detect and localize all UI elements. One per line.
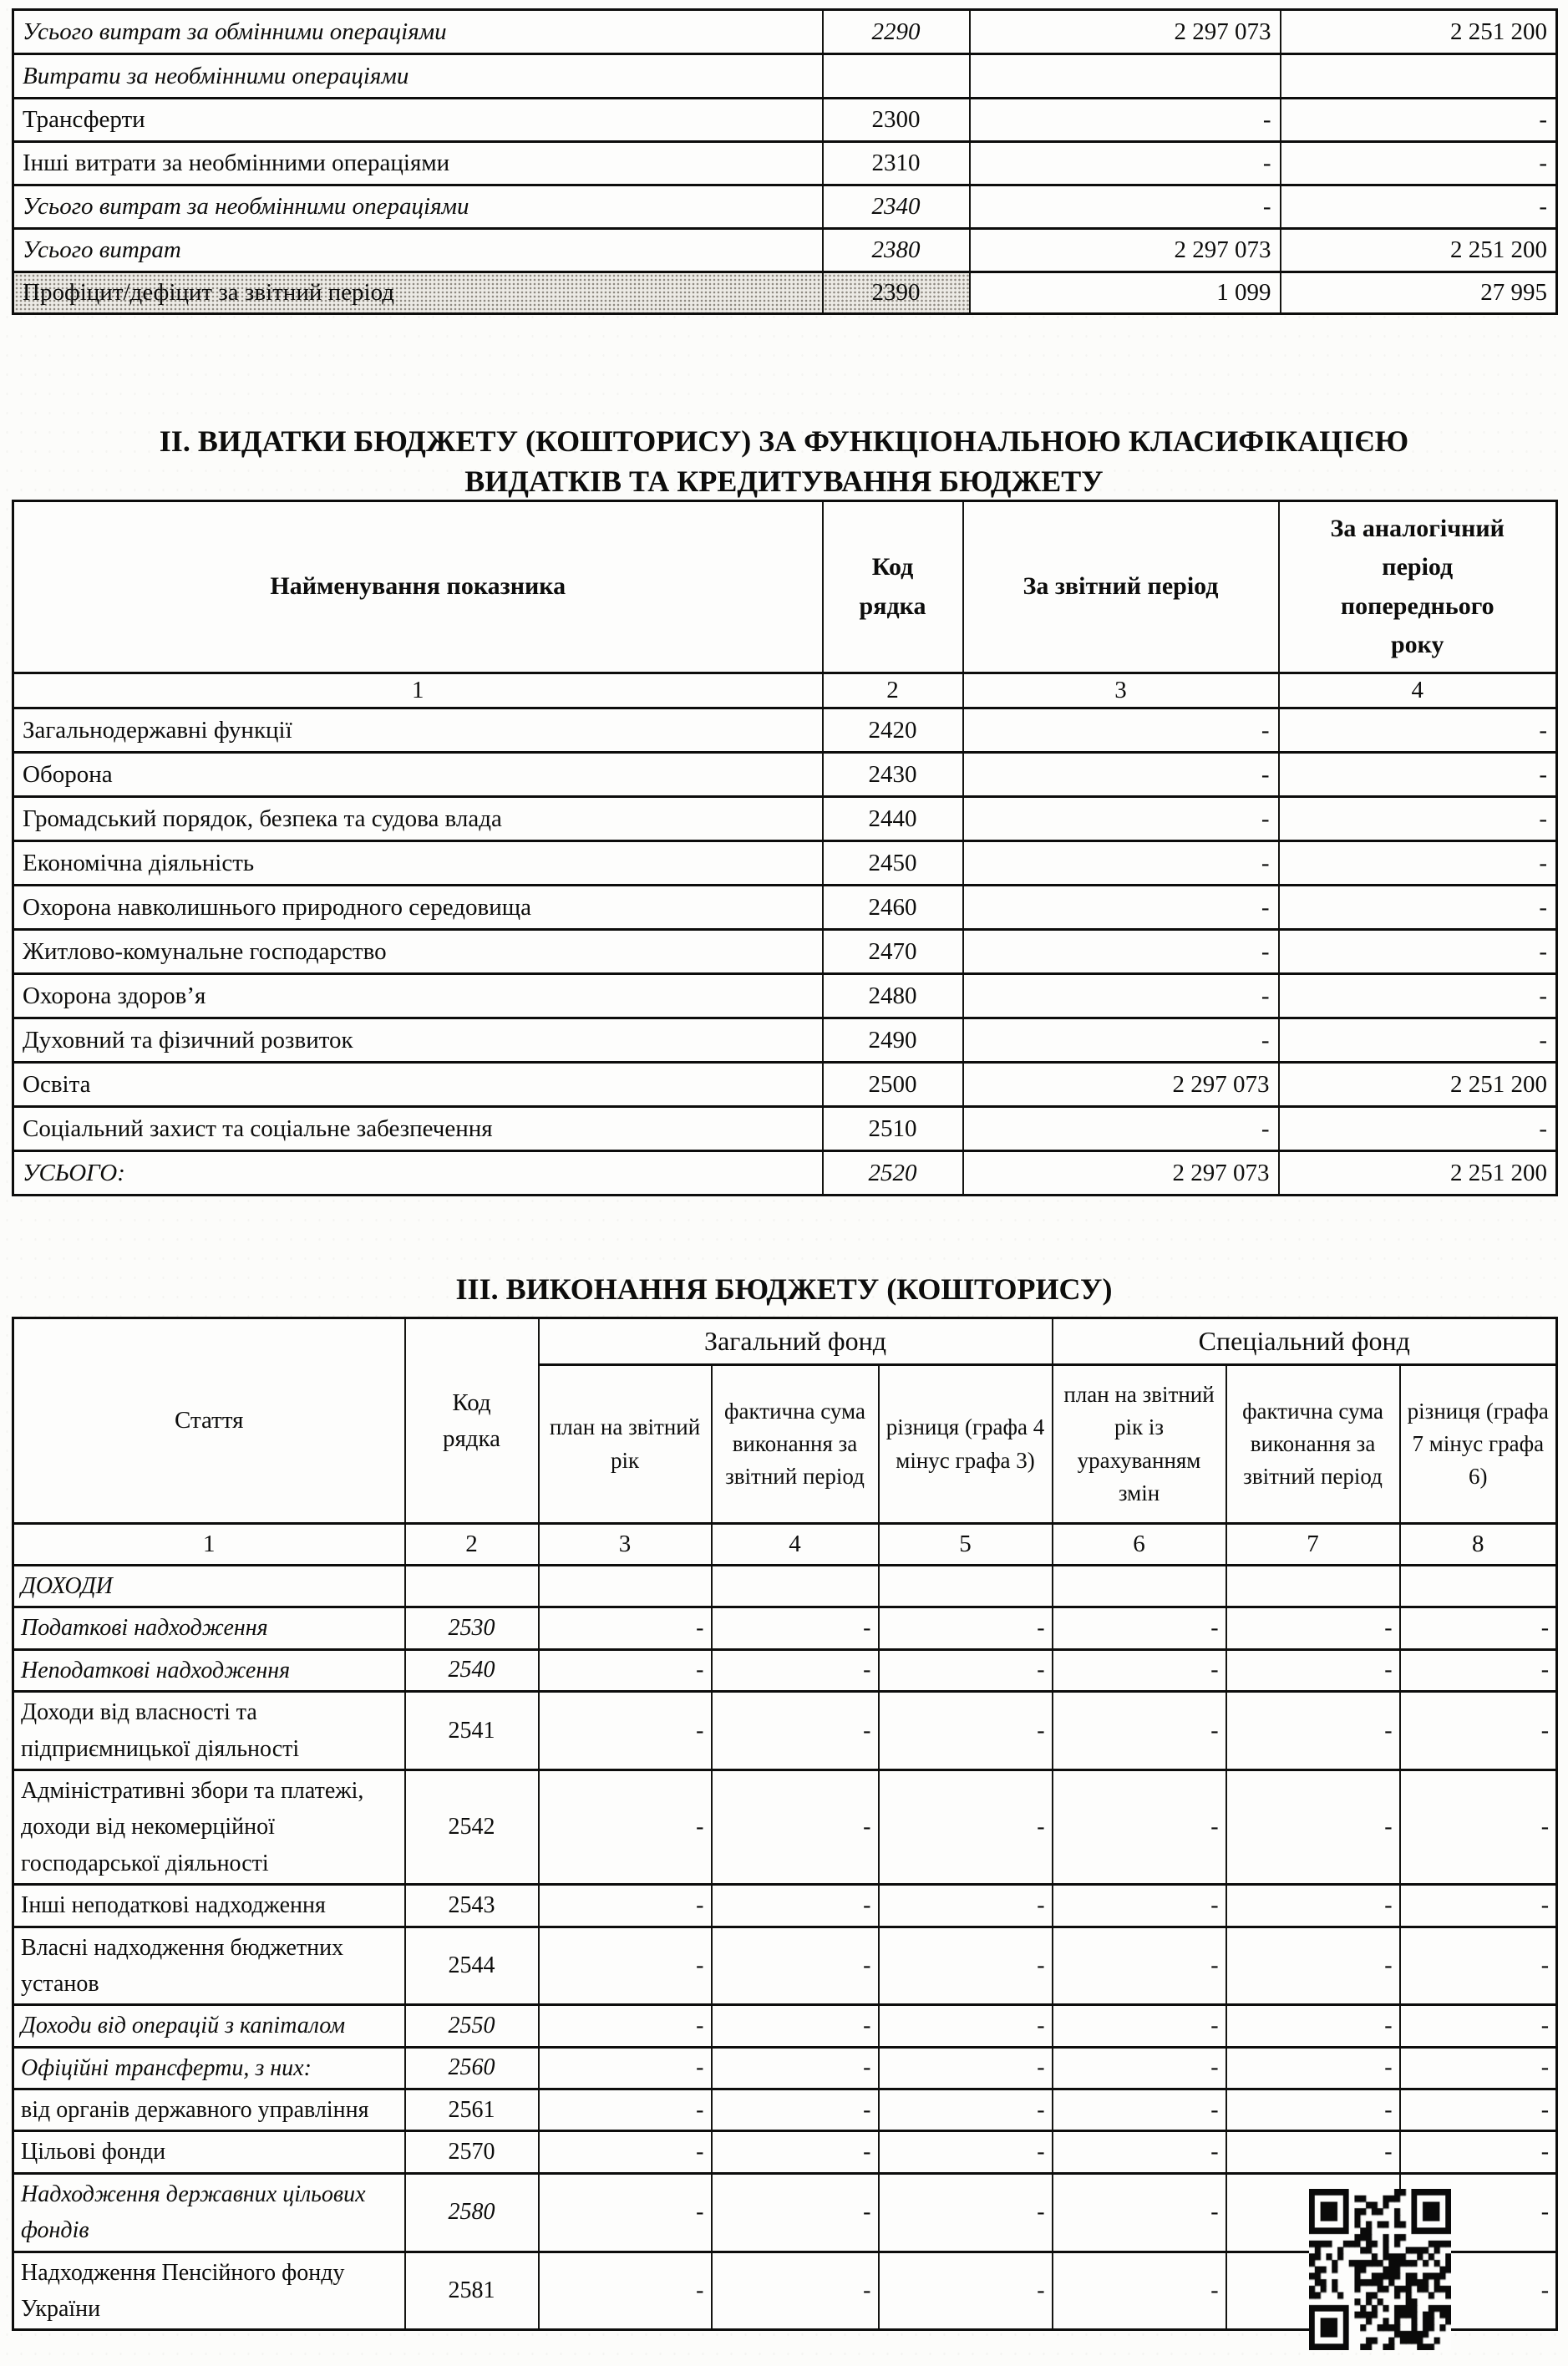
cell-c4: - [1279,1018,1557,1063]
cell-value: - [1226,2047,1400,2089]
table-row [13,797,1557,841]
cell-c4: - [1281,185,1557,229]
cell-c4: 2 251 200 [1281,229,1557,272]
table-row [13,2131,1557,2173]
cell-value: - [712,1927,879,2005]
cell-value: - [1400,1927,1557,2005]
cell-value: - [1400,2173,1557,2252]
cell-code: 2561 [405,2089,539,2131]
cell-value: - [1053,1607,1226,1649]
cell-label: Податкові надходження [13,1607,405,1649]
cell-c3: - [963,974,1279,1018]
header-plan-year-adjusted: план на звітний рік із урахуванням змін [1053,1365,1226,1524]
cell-value: - [539,2089,712,2131]
section2-title-line2: ВИДАТКІВ ТА КРЕДИТУВАННЯ БЮДЖЕТУ [464,464,1104,498]
cell-value: - [1400,1649,1557,1691]
table-header-row [13,501,1557,673]
column-index-row [13,1524,1557,1566]
header-row-code: Код рядка [823,501,963,673]
cell-label: Усього витрат за необмінними операціями [13,185,823,229]
table-row [13,1107,1557,1151]
cell-value: - [1400,1607,1557,1649]
cell-value: - [1053,1769,1226,1884]
cell-code: 2450 [823,841,963,886]
cell-c4: - [1279,708,1557,753]
table-row [13,974,1557,1018]
cell-code: 2290 [823,10,970,54]
cell-c4: - [1279,974,1557,1018]
column-index-cell: 8 [1400,1524,1557,1566]
cell-value: - [712,1885,879,1927]
cell-c3: - [963,1018,1279,1063]
cell-value: - [712,1607,879,1649]
section3-title [0,1270,1568,1310]
table-row [13,142,1557,185]
cell-c4: 2 251 200 [1279,1063,1557,1107]
cell-value: - [1053,2047,1226,2089]
cell-label: Оборона [13,753,823,797]
table-row [13,1927,1557,2005]
table-row [13,2089,1557,2131]
cell-c3: - [963,841,1279,886]
cell-value: - [712,2252,879,2330]
cell-c3: - [963,708,1279,753]
cell-code: 2580 [405,2173,539,2252]
cell-c3: - [963,886,1279,930]
cell-value: - [1053,2089,1226,2131]
header-actual-sum-special: фактична сума виконання за звітний період [1226,1365,1400,1524]
cell-code: 2510 [823,1107,963,1151]
table-row [13,2005,1557,2047]
cell-code: 2581 [405,2252,539,2330]
header-row-code: Код рядка [405,1318,539,1524]
table-row [13,841,1557,886]
cell-value: - [1226,2089,1400,2131]
header-plan-year: план на звітний рік [539,1365,712,1524]
cell-c3 [970,54,1281,99]
cell-code: 2544 [405,1927,539,2005]
cell-value: - [712,2005,879,2047]
column-index-cell: 1 [13,1524,405,1566]
cell-value: - [712,2089,879,2131]
column-index-cell: 2 [405,1524,539,1566]
cell-c4: 2 251 200 [1279,1151,1557,1196]
table-row [13,1566,1557,1607]
cell-value: - [1400,1692,1557,1770]
cell-code: 2380 [823,229,970,272]
cell-c4: - [1279,1107,1557,1151]
cell-label: Освіта [13,1063,823,1107]
column-index-cell: 4 [712,1524,879,1566]
cell-value [712,1566,879,1607]
cell-value [879,1566,1053,1607]
cell-code: 2542 [405,1769,539,1884]
cell-label: Громадський порядок, безпека та судова влада [13,797,823,841]
cell-value [1226,1566,1400,1607]
header-actual-sum: фактична сума виконання за звітний період [712,1365,879,1524]
cell-label: Надходження державних цільових фондів [13,2173,405,2252]
cell-code: 2310 [823,142,970,185]
cell-label: Адміністративні збори та платежі, доходи від некомерційної господарської діяльності [13,1769,405,1884]
cell-value: - [712,2131,879,2173]
column-index-cell: 3 [963,673,1279,708]
table-row [13,10,1557,54]
cell-code: 2340 [823,185,970,229]
cell-code: 2470 [823,930,963,974]
table-row [13,708,1557,753]
cell-value: - [539,1649,712,1691]
cell-c3: - [963,930,1279,974]
cell-value: - [1053,2005,1226,2047]
header-difference-7-6: різниця (графа 7 мінус графа 6) [1400,1365,1557,1524]
cell-c3: 2 297 073 [963,1151,1279,1196]
table-row [13,1769,1557,1884]
cell-c4: 2 251 200 [1281,10,1557,54]
cell-value: - [1053,1649,1226,1691]
cell-label: Цільові фонди [13,2131,405,2173]
cell-label: Економічна діяльність [13,841,823,886]
cell-c4: - [1281,142,1557,185]
table-row [13,54,1557,99]
cell-value: - [712,1649,879,1691]
cell-label: Усього витрат за обмінними операціями [13,10,823,54]
cell-label: ДОХОДИ [13,1566,405,1607]
cell-value: - [1226,1927,1400,2005]
cell-code: 2490 [823,1018,963,1063]
column-index-row [13,673,1557,708]
cell-value: - [879,1607,1053,1649]
cell-label: Неподаткові надходження [13,1649,405,1691]
cell-c3: - [963,753,1279,797]
table-row [13,1018,1557,1063]
cell-code: 2420 [823,708,963,753]
column-index-cell: 3 [539,1524,712,1566]
header-general-fund: Загальний фонд [539,1318,1053,1365]
cell-value: - [1400,1885,1557,1927]
cell-value: - [1226,1885,1400,1927]
cell-value: - [539,1692,712,1770]
cell-value: - [879,2047,1053,2089]
cell-value: - [879,1692,1053,1770]
cell-value: - [1400,2089,1557,2131]
cell-c3: 1 099 [970,272,1281,314]
table-row [13,1649,1557,1691]
cell-label: Інші витрати за необмінними операціями [13,142,823,185]
cell-value: - [539,1885,712,1927]
table-row [13,185,1557,229]
cell-value: - [1400,2047,1557,2089]
cell-value: - [1053,1927,1226,2005]
cell-label: Усього витрат [13,229,823,272]
cell-value [1053,1566,1226,1607]
cell-code: 2460 [823,886,963,930]
cell-c4: - [1279,886,1557,930]
cell-label: Духовний та фізичний розвиток [13,1018,823,1063]
table-row [13,1151,1557,1196]
table-row [13,2047,1557,2089]
cell-label: Загальнодержавні функції [13,708,823,753]
header-difference-4-3: різниця (графа 4 мінус графа 3) [879,1365,1053,1524]
cell-value: - [879,1927,1053,2005]
table-row [13,886,1557,930]
table-row [13,229,1557,272]
functional-classification-table [12,500,1558,1196]
section3-title-text: ІІІ. ВИКОНАННЯ БЮДЖЕТУ (КОШТОРИСУ) [455,1272,1113,1306]
cell-code: 2540 [405,1649,539,1691]
cell-label: Житлово-комунальне господарство [13,930,823,974]
cell-value: - [1053,1885,1226,1927]
cell-code: 2480 [823,974,963,1018]
cell-code: 2543 [405,1885,539,1927]
table-row [13,272,1557,314]
cell-value: - [1226,1692,1400,1770]
cell-value: - [1400,1769,1557,1884]
section2-title [0,422,1568,501]
cell-value: - [879,2089,1053,2131]
cell-code: 2520 [823,1151,963,1196]
table-row [13,99,1557,142]
cell-c3: 2 297 073 [970,10,1281,54]
cell-label: Охорона навколишнього природного середовища [13,886,823,930]
cell-value: - [1400,2252,1557,2330]
cell-c4: 27 995 [1281,272,1557,314]
cell-c4: - [1279,930,1557,974]
cell-code: 2440 [823,797,963,841]
header-indicator-name: Найменування показника [13,501,823,673]
cell-value: - [539,2252,712,2330]
cell-value: - [1226,2005,1400,2047]
cell-c3: - [963,1107,1279,1151]
cell-value: - [1400,2005,1557,2047]
table-row [13,1607,1557,1649]
table-row [13,930,1557,974]
cell-label: Соціальний захист та соціальне забезпечення [13,1107,823,1151]
section2-title-line1: ІІ. ВИДАТКИ БЮДЖЕТУ (КОШТОРИСУ) ЗА ФУНКЦІОНАЛЬНОЮ КЛАСИФІКАЦІЄЮ [159,424,1409,458]
cell-c3: - [970,142,1281,185]
cell-value: - [879,1649,1053,1691]
cell-value: - [879,2252,1053,2330]
cell-c4: - [1279,753,1557,797]
cell-label: Витрати за необмінними операціями [13,54,823,99]
cell-code: 2541 [405,1692,539,1770]
cell-c3: - [970,185,1281,229]
table-row [13,1692,1557,1770]
cell-label: Надходження Пенсійного фонду України [13,2252,405,2330]
cell-value [1400,1566,1557,1607]
cell-value: - [1226,1769,1400,1884]
table-row [13,1885,1557,1927]
cell-value: - [539,1769,712,1884]
cell-code [823,54,970,99]
header-special-fund: Спеціальний фонд [1053,1318,1557,1365]
cell-value: - [539,2047,712,2089]
cell-value: - [1226,1607,1400,1649]
cell-value: - [712,2173,879,2252]
cell-value: - [879,2173,1053,2252]
cell-code: 2560 [405,2047,539,2089]
cell-label: УСЬОГО: [13,1151,823,1196]
column-index-cell: 2 [823,673,963,708]
cell-c4 [1281,54,1557,99]
cell-value: - [539,1927,712,2005]
cell-value: - [1226,1649,1400,1691]
expenses-summary-table [12,8,1558,315]
cell-code [405,1566,539,1607]
cell-value: - [712,1769,879,1884]
cell-label: Профіцит/дефіцит за звітний період [13,272,823,314]
cell-value [539,1566,712,1607]
cell-label: Власні надходження бюджетних установ [13,1927,405,2005]
cell-value: - [539,2005,712,2047]
cell-code: 2390 [823,272,970,314]
cell-code: 2430 [823,753,963,797]
cell-label: Інші неподаткові надходження [13,1885,405,1927]
cell-value: - [1226,2131,1400,2173]
cell-value: - [712,2047,879,2089]
cell-value: - [539,2173,712,2252]
cell-code: 2570 [405,2131,539,2173]
cell-value: - [879,2005,1053,2047]
qr-code [1309,2189,1451,2350]
cell-value: - [1400,2131,1557,2173]
table-row [13,1063,1557,1107]
cell-label: Трансферти [13,99,823,142]
cell-value: - [1053,2173,1226,2252]
column-index-cell: 1 [13,673,823,708]
cell-c3: - [970,99,1281,142]
cell-label: Доходи від власності та підприємницької діяльності [13,1692,405,1770]
cell-code: 2550 [405,2005,539,2047]
cell-value: - [879,1769,1053,1884]
cell-value: - [712,1692,879,1770]
cell-code: 2530 [405,1607,539,1649]
cell-value: - [1053,2252,1226,2330]
column-index-cell: 4 [1279,673,1557,708]
column-index-cell: 7 [1226,1524,1400,1566]
header-reporting-period: За звітний період [963,501,1279,673]
cell-c4: - [1279,841,1557,886]
header-article: Стаття [13,1318,405,1524]
cell-code: 2500 [823,1063,963,1107]
cell-value: - [539,1607,712,1649]
cell-code: 2300 [823,99,970,142]
cell-value: - [1053,1692,1226,1770]
cell-label: Доходи від операцій з капіталом [13,2005,405,2047]
cell-c4: - [1279,797,1557,841]
cell-value: - [1053,2131,1226,2173]
cell-label: від органів державного управління [13,2089,405,2131]
header-previous-period: За аналогічний період попереднього року [1279,501,1557,673]
cell-value: - [879,1885,1053,1927]
cell-c3: 2 297 073 [963,1063,1279,1107]
cell-label: Офіційні трансферти, з них: [13,2047,405,2089]
cell-label: Охорона здоров’я [13,974,823,1018]
cell-c4: - [1281,99,1557,142]
table-row [13,753,1557,797]
cell-c3: 2 297 073 [970,229,1281,272]
fund-header-row [13,1318,1557,1365]
cell-c3: - [963,797,1279,841]
budget-execution-table [12,1317,1558,2331]
cell-value: - [879,2131,1053,2173]
cell-value: - [539,2131,712,2173]
column-index-cell: 5 [879,1524,1053,1566]
column-index-cell: 6 [1053,1524,1226,1566]
